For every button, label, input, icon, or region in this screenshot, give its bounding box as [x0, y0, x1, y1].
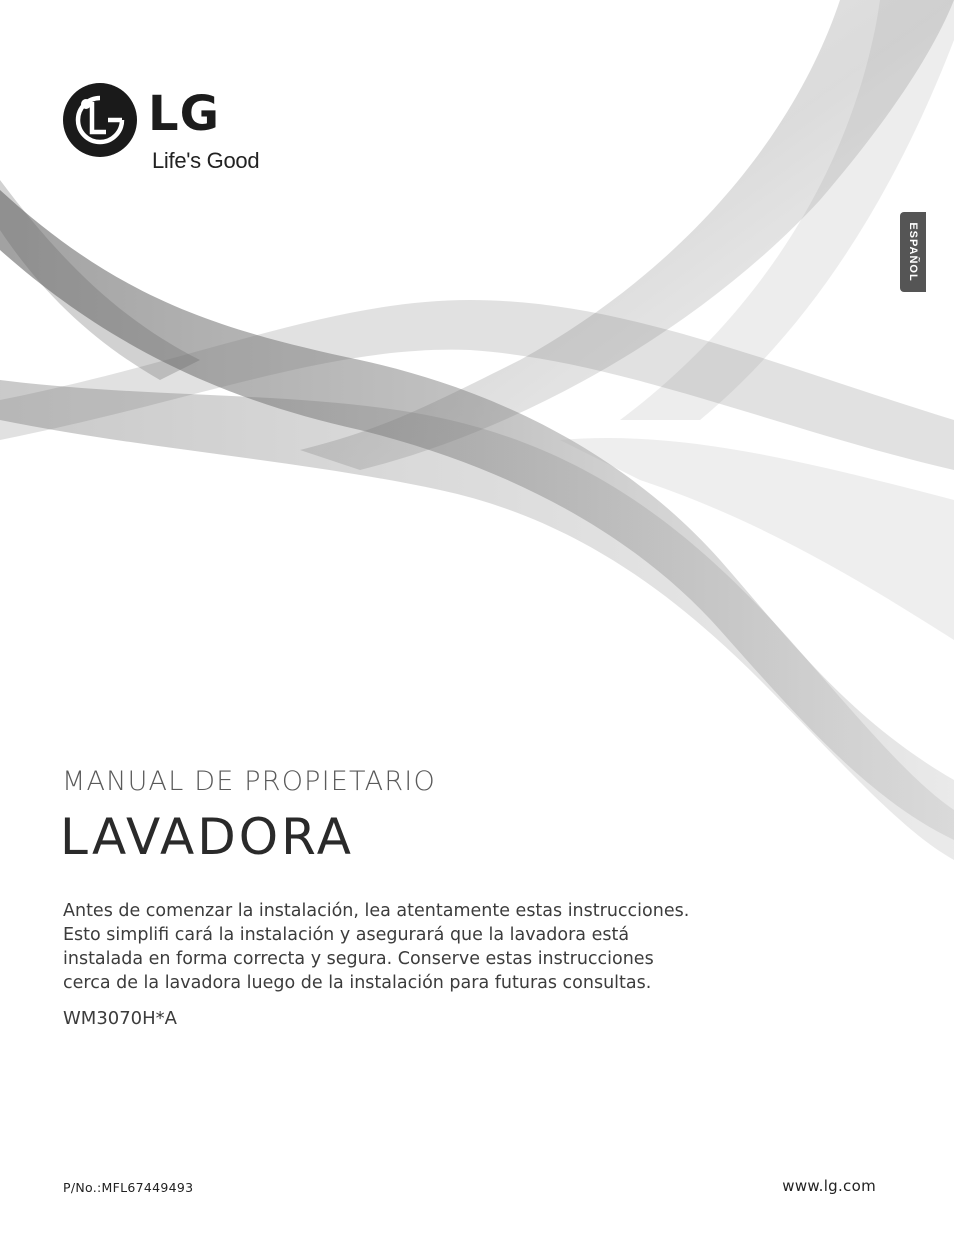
- description-line: instalada en forma correcta y segura. Conserve estas instrucciones: [63, 949, 654, 969]
- language-tab: [900, 212, 926, 292]
- language-tab-label: ESPAÑOL: [907, 222, 919, 282]
- website-link[interactable]: www.lg.com: [782, 1177, 876, 1195]
- description-line: Esto simplifi cará la instalación y asegurará que la lavadora está: [63, 925, 630, 945]
- model-number: WM3070H*A: [63, 1008, 177, 1029]
- lg-face-icon: [62, 82, 138, 158]
- document-title: LAVADORA: [60, 808, 354, 866]
- brand-name: LG: [148, 86, 220, 142]
- lg-logo: [62, 82, 292, 182]
- description-line: cerca de la lavadora luego de la instalación para futuras consultas.: [63, 973, 652, 993]
- brand-tagline: Life's Good: [152, 148, 260, 173]
- part-number: P/No.:MFL67449493: [63, 1180, 194, 1195]
- document-subtitle: MANUAL DE PROPIETARIO: [62, 766, 436, 797]
- description-line: Antes de comenzar la instalación, lea atentamente estas instrucciones.: [63, 901, 690, 921]
- document-description: [63, 899, 783, 995]
